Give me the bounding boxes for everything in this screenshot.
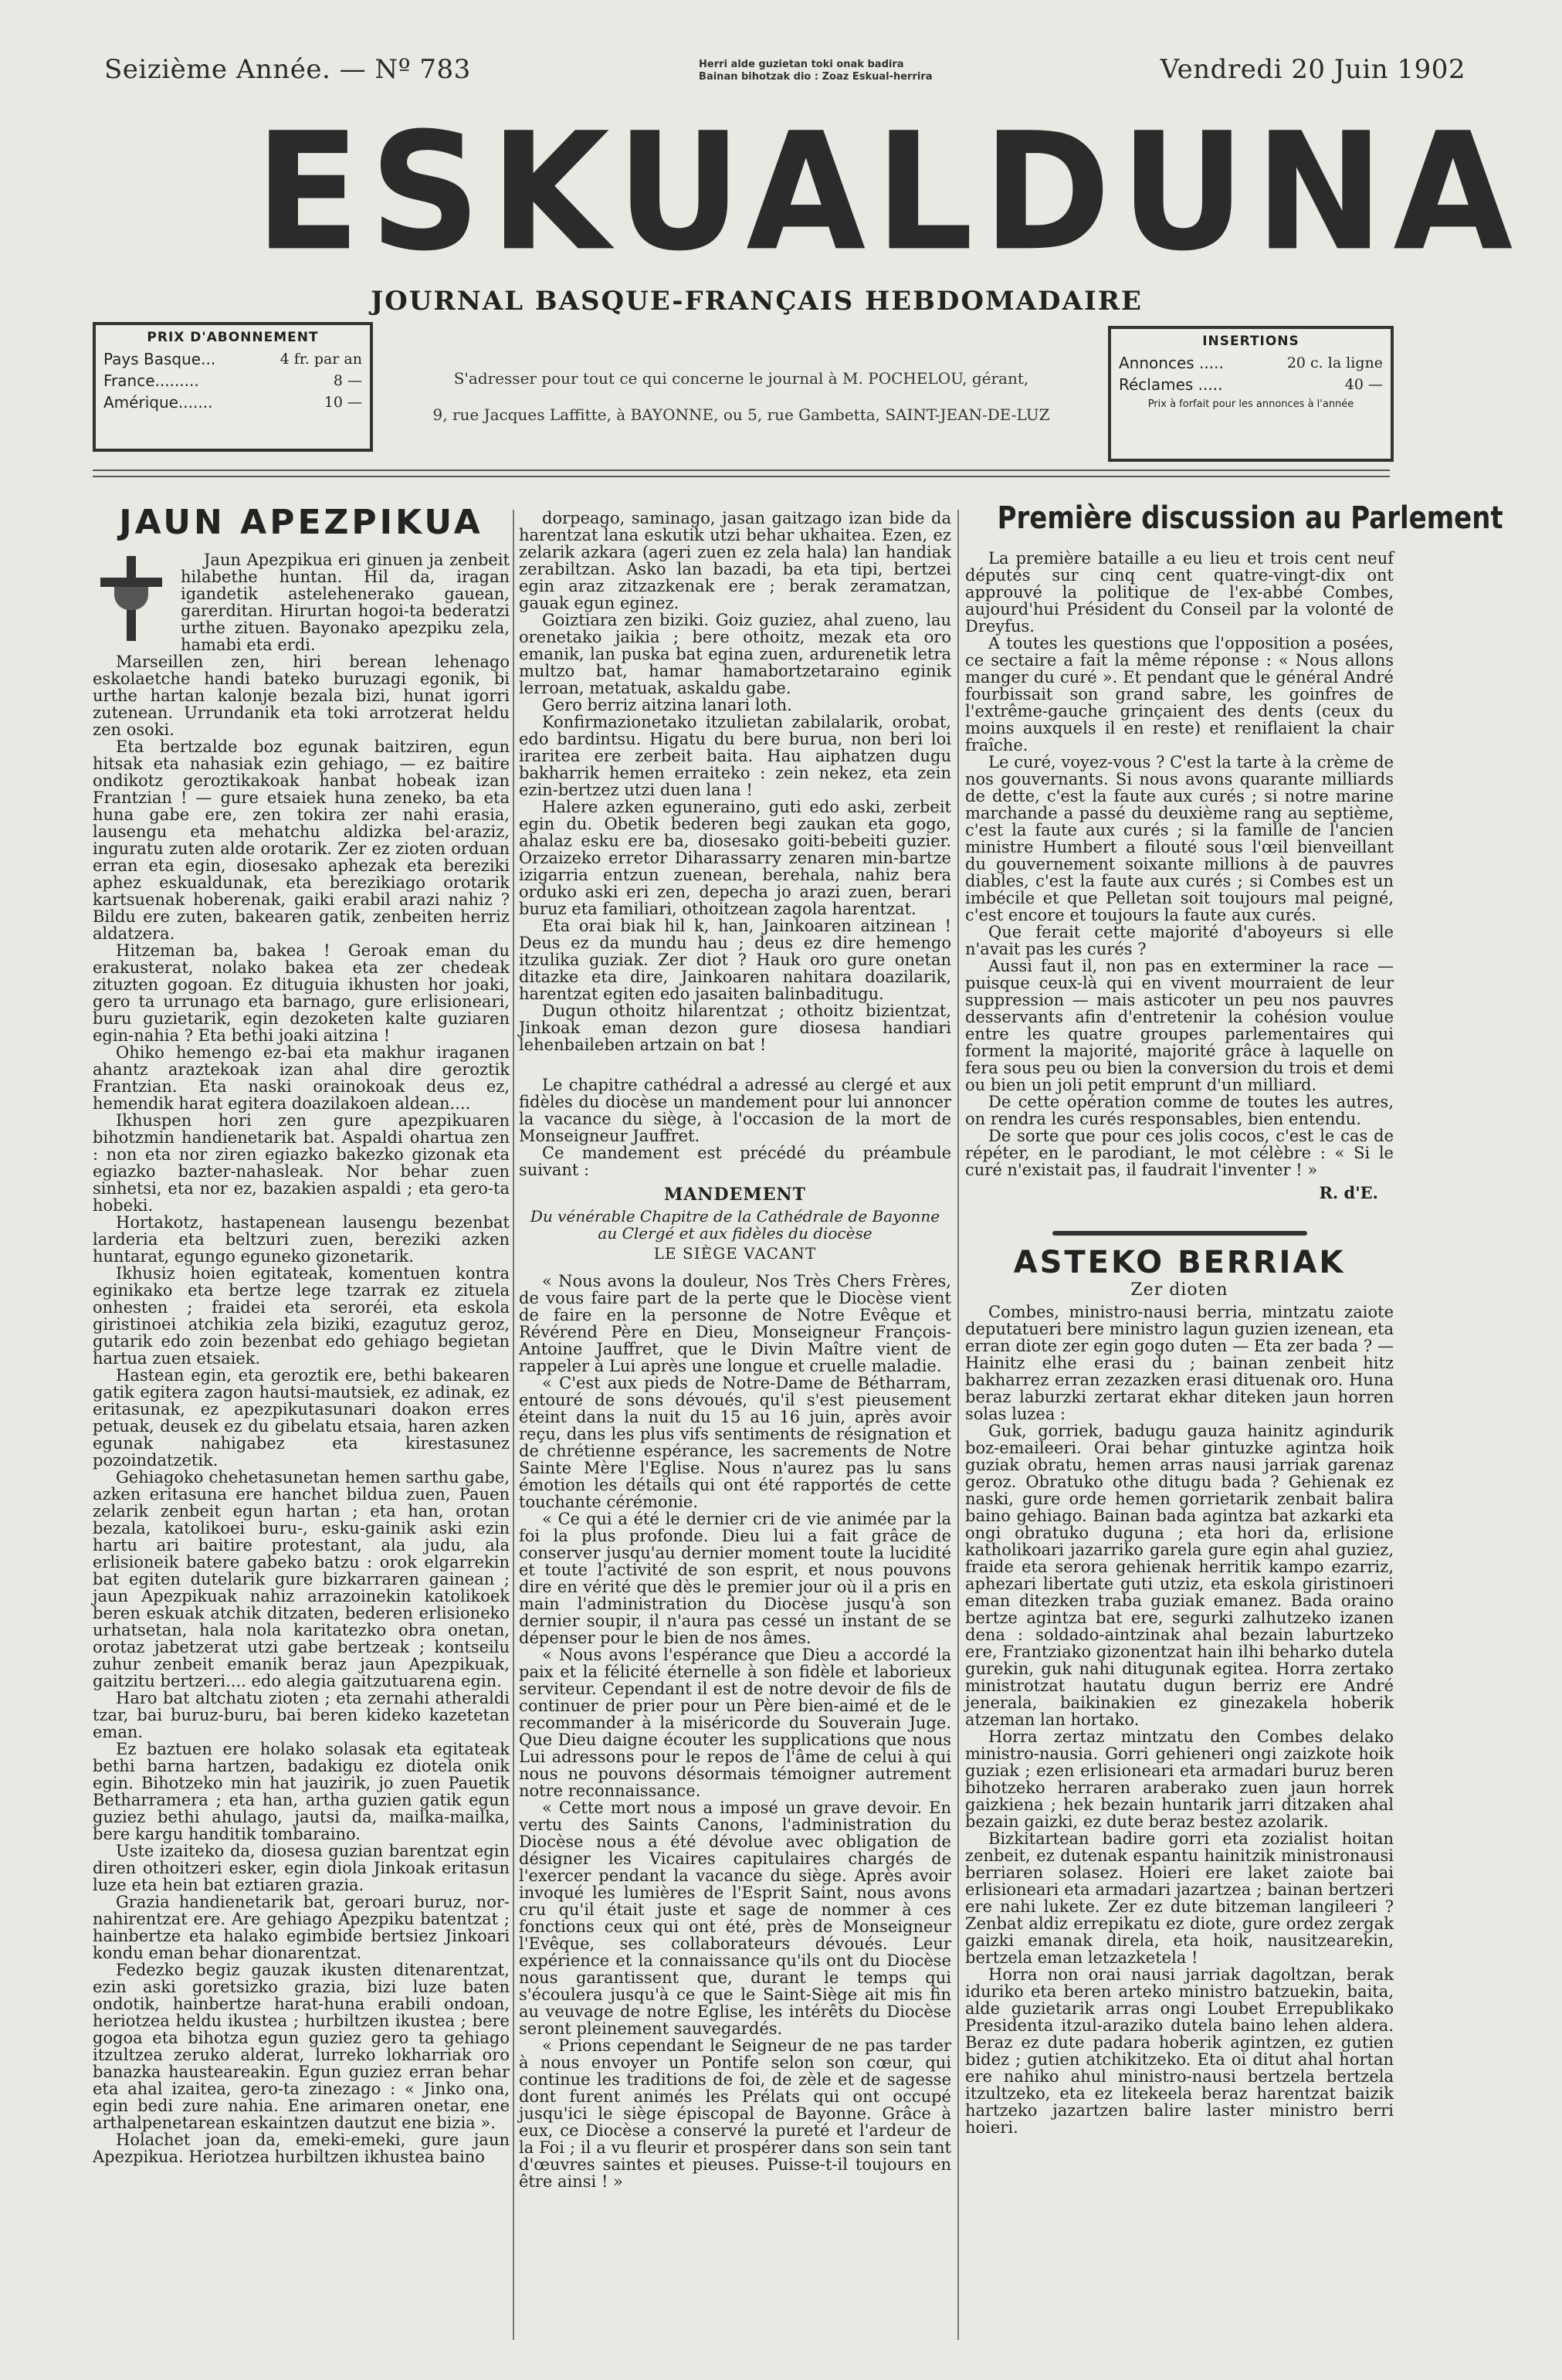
signature: R. d'E. [1319,1183,1378,1202]
ornament-divider [965,1222,1394,1239]
paragraph: Marseillen zen, hiri berean lehenago eskolaetche handi bateko buruzagi egonik, bi urthe hartan kalonje bezala bizi, hunat igorri zutenean. Urrundanik eta toki arrotzerat heldu zen osoki. [93,653,510,739]
paragraph: Dugun othoitz hilarentzat ; othoitz bizientzat, Jinkoak eman dezon gure diosesa handiari lehenbaileben artzain on bat ! [519,1002,951,1054]
header-divider [93,476,1390,477]
paragraph: « Prions cependant le Seigneur de ne pas tarder à nous envoyer un Pontife selon son cœur, qui continue les traditions de foi, de zèle et de sagesse dont furent animés les Prélats qui ont occupé jusqu'ici le siège épiscopal de Bayonne. Grâce à eux, ce Diocèse a conservé la pureté et l'ardeur de la Foi ; il a vu fleurir et prospérer dans son sein tant d'œuvres saintes et pieuses. Puisse-t-il toujours en être ainsi ! » [519,2036,951,2191]
paragraph: Aussi faut il, non pas en exterminer la race — puisque ceux-là qui en vivent mourraient de leur suppression — mais asticoter un peu nos pauvres desservants afin d'entretenir la cohésion voulue entre les quatre groupes parlementaires qui forment la majorité, majorité grâce à laquelle on fera sous peu ou bien la conversion du trois et demi ou bien un joli petit emprunt d'un milliard. [965,957,1394,1094]
motto-line-2: Bainan bihotzak dio : Zoaz Eskual-herrira [699,71,933,83]
motto [699,59,932,83]
mandement-title: MANDEMENT [664,1185,806,1205]
column-divider [513,510,514,2340]
paragraph: Le curé, voyez-vous ? C'est la tarte à la crème de nos gouvernants. Si nous avons quarante milliards de dette, c'est la faute aux curés ; si notre marine marchande a passé du deuxième rang au septième, c'est la faute aux curés ; si la famille de l'ancien ministre Humbert a filouté sous l'œil bienveillant du gouvernement soixante millions à de pauvres diables, c'est la faute aux curés ; si Combes est un imbécile et que Pelletan soit toujours mal peigné, c'est encore et toujours la faute aux curés. [965,753,1394,924]
paragraph: Haro bat altchatu zioten ; eta zernahi atheraldi tzar, bai buruz-buru, bai beren kideko kazetetan eman. [93,1689,510,1741]
masthead-title: ESKUALDUNA [255,98,1523,287]
paragraph: A toutes les questions que l'opposition a posées, ce sectaire a fait la même réponse : « Nous allons manger du curé ». Et pendant que le général André fourbissait son grand sabre, les goinfres de l'extrême-gauche grinçaient des dents (ceux du moins auxquels il en reste) et reniflaient la chair fraîche. [965,634,1394,754]
column-3 [965,500,1503,2355]
paragraph: Hastean egin, eta geroztik ere, bethi bakearen gatik egitera zagon hautsi-mautsiek, ez adinak, ez eritasunak, ez apezpikutasunari doakon erres petuak, deusek ez du gibelatu etsaia, haren azken egunak nahigabez eta kirestasunez pozoindatzetik. [93,1366,510,1470]
paragraph: Konfirmazionetako itzulietan zabilalarik, orobat, edo bardintsu. Higatu du bere burua, non beri loi iraritea ere zerbeit baita. Hau aiphatzen dugu bakharrik hemen erraiteko : zein nekez, eta zein ezin-bertzez utzi duen lana ! [519,713,951,799]
paragraph: Hitzeman ba, bakea ! Geroak eman du erakusterat, nolako bakea eta zer chedeak zituzten gogoan. Ez dituguia ikhusten hor joaki, gero ta urrunago eta barnago, gure erlisioneari, buru guzietarik, egin dezoketen kalte guziaren egin-nahia ? Eta bethi joaki aitzina ! [93,941,510,1045]
paragraph: Grazia handienetarik bat, geroari buruz, nor-nahirentzat ere. Are gehiago Apezpiku batentzat ; hainbertze eta halako egimbide bertsiez Jinkoari kondu eman behar dionarentzat. [93,1893,510,1962]
address-line-1: S'adresser pour tout ce qui concerne le journal à M. POCHELOU, gérant, [453,369,1029,388]
insertions-title: INSERTIONS [1202,334,1299,349]
column-2 [519,510,951,2355]
paragraph: Horra non orai nausi jarriak dagoltzan, berak iduriko eta beren arteko ministro batzuekin, baita, alde guzietarik arras ongi Loubet Errepublikako Presidenta itzul-araziko dutela baino lehen aldera. Beraz ez dute padara hoberik agintzen, ez gutien bidez ; gutien atchikitzeko. Eta oi ditut ahal hortan ere nahiko ahul ministro-nausi bertzela bertzela itzultzeko, eta ez litekeela beraz harentzat baizik hartzeko jazartzen balire laster ministro berri hoieri. [965,1965,1394,2137]
paragraph: Jaun Apezpikua eri ginuen ja zenbeit hilabethe huntan. Hil da, iragan igandetik astelehenerako gauean, garerditan. Hirurtan hogoi-ta bederatzi urthe zituen. Bayonako apezpiku zela, hamabi eta erdi. [181,551,510,654]
paragraph: « Nous avons la douleur, Nos Très Chers Frères, de vous faire part de la perte que le Diocèse vient de faire en la personne de Notre Evêque et Révérend Père en Dieu, Monseigneur François-Antoine Jauffret, que le Divin Maître vient de rappeler à Lui après une longue et cruelle maladie. [519,1272,951,1375]
paragraph: Ez baztuen ere holako solasak eta egitateak bethi barna hartzen, badakigu ez diotela onik egin. Bihotzeko min hat jauzirik, jo zuen Pauetik Betharramera ; eta han, artha guzien gatik egun guziez bethi ahulago, jautsi da, mailka-mailka, bere kargu handitik tombaraino. [93,1740,510,1843]
paragraph: Combes, ministro-nausi berria, mintzatu zaiote deputatueri bere ministro lagun guzien izenean, eta erran diote zer egin gogo duten — Eta zer bada ? — Hainitz elhe erasi du ; bainan zenbeit hitz bakharrez erran zezazken erasi dituenak oro. Huna beraz laburzki zertarat ekhar diteken jaun horren solas luzea : [965,1303,1394,1423]
insertions-label: Annonces ..... [1119,354,1224,372]
subscription-rows [96,345,370,416]
paragraph: De sorte que pour ces jolis cocos, c'est le cas de répéter, en le parodiant, le mot célèbre : « Si le curé n'existait pas, il faudrait l'inventer ! » [965,1127,1394,1179]
paragraph: « Ce qui a été le dernier cri de vie animée par la foi la plus profonde. Dieu lui a fait grâce de conserver jusqu'au dernier moment toute la lucidité et toute l'activité de son esprit, et nous pouvons dire en vérité que dès le premier jour où il a pris en main l'administration du Diocèse jusqu'à son dernier soupir, il n'aura pas cessé un instant de se dépenser pour le bien de nos âmes. [519,1510,951,1647]
subscription-place: France......... [103,371,199,390]
top-line [104,54,1465,85]
issue-number: Seizième Année. — Nº 783 [104,54,471,85]
paragraph: Horra zertaz mintzatu den Combes delako ministro-nausia. Gorri gehieneri ongi zaizkote hoik guziak ; ezen erlisioneari eta armadari buruz beren bihotzeko herraren araberako zuen jaun horrek gaizkiena ; hek bezain huntarik jarri ditzaken ahal bezain gaizki, ez dute beraz bestez azolarik. [965,1727,1394,1831]
siege-vacant-heading: LE SIÈGE VACANT [653,1244,817,1263]
insertions-note: Prix à forfait pour les annonces à l'année [1147,398,1354,410]
header-divider [93,470,1390,471]
subscription-price: 8 — [333,372,362,389]
paragraph: Bizkitartean badire gorri eta zozialist hoitan zenbeit, ez dutenak espantu hainitzik ministronausi berriaren solasez. Hoieri ere laket zaiote bai erlisioneari eta armadari jazartzea ; bainan bertzeri ere nahi lukete. Zer ez dute bitzeman langileeri ? Zenbat aldiz errepikatu ez diote, gure ordez zergak gaizki emanak direla, eta hoik, nausitzearekin, bertzela eman letzazketela ! [965,1829,1394,1967]
insertions-price: 20 c. la ligne [1286,354,1383,371]
paragraph: Uste izaiteko da, diosesa guzian barentzat egin diren othoitzeri esker, egin diola Jinkoak eritasun luze eta hein bat eztiaren grazia. [93,1842,510,1894]
paragraph: Hortakotz, hastapenean lausengu bezenbat larderia eta beltzuri zuen, bereziki azken huntarat, egungo eguneko gizonetarik. [93,1213,510,1266]
paragraph: Ikhuspen hori zen gure apezpikuaren bihotzmin handienetarik bat. Aspaldi ohartua zen : non eta nor ziren egiazko bakezko gizonak eta egiazko bazter-nahasleak. Nor behar zuen sinhetsi, eta nor ez, bazakien aspaldi ; eta gero-ta hobeki. [93,1111,510,1215]
address-line-2: 9, rue Jacques Laffitte, à BAYONNE, ou 5, rue Gambetta, SAINT-JEAN-DE-LUZ [432,405,1050,424]
cross-icon [93,556,170,641]
insertions-row [1119,352,1383,374]
section-subtitle-zer-dioten: Zer dioten [1130,1280,1228,1300]
insertions-box [1108,326,1394,462]
insertions-label: Réclames ..... [1119,375,1223,394]
subscription-row [103,370,362,392]
paragraph: « Nous avons l'espérance que Dieu a accordé la paix et la félicité éternelle à son fidèle et laborieux serviteur. Cependant il est de notre devoir de fils de continuer de prier pour un Père bien-aimé et de le recommander à la miséricorde du Souverain Juge. Que Dieu daigne écouter les supplications que nous Lui adressons pour le repos de l'âme de celui à qui nous ne pouvons désormais témoigner autrement notre reconnaissance. [519,1646,951,1800]
article-title-premiere-discussion: Première discussion au Parlement [997,500,1503,536]
column-1 [93,503,510,2355]
paragraph: Le chapitre cathédral a adressé au clergé et aux fidèles du diocèse un mandement pour lui annoncer la vacance du siège, à l'occasion de la mort de Monseigneur Jauffret. [519,1076,951,1145]
paragraph: Gero berriz aitzina lanari loth. [542,696,792,714]
insertions-price: 40 — [1344,376,1383,393]
subscription-box [93,322,373,452]
paragraph: Guk, gorriek, badugu gauza hainitz agindurik boz-emaileeri. Orai behar gintuzke agintza hoik guziak obratu, hemen arras nausi jarriak garenaz geroz. Obratuko othe ditugu bada ? Gehienak ez naski, gure orde hemen gorrietarik zenbait balira baino gehiago. Bainan bada agintza bat azkarki eta ongi obratuko duguna ; eta hori da, erlisione katholikoari jazarriko garela gure egin ahal guziez, fraide eta serora gehienak herritik kampo ezarriz, aphezari libertate guti utziz, eta eskola giristinoeri eman ditezken traba guziak emanez. Bada oraino bertze agintza bat ere, segurki zalhutzeko izanen dena : soldado-aintzinak ahal bezain laburtzeko ere, Frantziako gizonentzat hain ilhi beharko dutela gurekin, guk nahi ditugunak egitea. Horra zertako ministrotzat hautatu dugun berriz ere André jenerala, baikinakien ez ginezakela hoberik atzeman lan hortako. [965,1422,1394,1729]
paragraph: Holachet joan da, emeki-emeki, gure jaun Apezpikua. Heriotzea hurbiltzen ikhustea baino [93,2131,510,2166]
paragraph: « Cette mort nous a imposé un grave devoir. En vertu des Saints Canons, l'administration du Diocèse nous a été dévolue avec obligation de désigner les Vicaires capitulaires chargés de l'exercer pendant la vacance du siège. Après avoir invoqué les lumières de l'Esprit Saint, nous avons cru qu'il était juste et sage de nommer à ces fonctions ceux qui ont été, près de Monseigneur l'Evêque, ses collaborateurs dévoués. Leur expérience et la connaissance qu'ils ont du Diocèse nous garantissent que, durant le temps qui s'écoulera jusqu'à ce que le Saint-Siège ait mis fin au veuvage de notre Eglise, les intérêts du Diocèse seront pleinement sauvegardés. [519,1799,951,2038]
paragraph: Fedezko begiz gauzak ikusten ditenarentzat, ezin aski goretsizko grazia, bizi luze baten ondotik, hainbertze harat-huna erabili ondoan, heriotzea heldu ikustea ; hurbiltzen ikustea ; bere gogoa eta bihotza egun guziez gero ta gehiago itzultzea zeruko alderat, lurreko lokharriak oro banazka hausteareakin. Egun guziez erran behar eta ahal izaitea, gero-ta zinezago : « Jinko ona, egin bedi zure nahia. Ene arimaren onetar, ene arthalpenetarean eskaintzen dautzut ene bizia ». [93,1961,510,2132]
paragraph: dorpeago, saminago, jasan gaitzago izan bide da harentzat lana eskutik utzi behar ukhaitea. Ezen, ez zelarik azkara (ageri zuen ez zela hala) lan handiak zerabiltzan. Asko lan bazadi, ba eta tipi, bertzei egin araz zitzazkenak ere ; berak zeramatzan, gauak egun eginez. [519,509,951,612]
subscription-place: Pays Basque... [103,350,216,368]
paragraph: Eta orai biak hil k, han, Jainkoaren aitzinean ! Deus ez da mundu hau ; deus ez dire hemengo itzulika guziak. Zer diot ? Hauk oro gure onetan ditazke eta dire, Jainkoaren nahitara doazilarik, harentzat egiten edo jasaiten balinbaditugu. [519,917,951,1003]
article-title-jaun-apezpikua: JAUN APEZPIKUA [119,503,483,542]
paragraph: Ohiko hemengo ez-bai eta makhur iraganen ahantz araztekoak izan ahal dire geroztik Frantzian. Eta naski orainokoak deus ez, hemendik harat egitera doazilakoen aldean.... [93,1043,510,1113]
paragraph: Ce mandement est précédé du préambule suivant : [519,1144,951,1179]
subscription-price: 10 — [324,394,362,411]
article-title-asteko-berriak: ASTEKO BERRIAK [1013,1245,1346,1280]
insertions-rows [1111,349,1391,398]
paragraph: Eta bertzalde boz egunak baitziren, egun hitsak eta nahasiak ezin gehiago, — ez baitire ondikotz geroztikakoak hanbat hobeak izan Frantzian ! — gure etsaiek huna zeneko, ba eta huna gabe ere, zen tokira zer nahi erasia, lausengu eta mehatchu aldizka bel·araziz, inguratu zuten alde orotarik. Zer ez zioten orduan erran eta egin, diosesako aphezak eta bereziki aphez eskualdunak, eta berezikiago orotarik kartsuenak hoberenak, gaiki erabil arazi nahiz ? Bildu ere zuten, bakearen gatik, zenbeiten herriz aldatzera. [93,737,510,943]
paragraph: Gehiagoko chehetasunetan hemen sarthu gabe, azken eritasuna ere hanchet bildua zuen, Pauen zelarik zenbeit egun hartan ; eta han, orotan bezala, katolikoei buru-, esku-gainik aski ezin hartu ari baitire protestant, ala judu, ala erlisioneik batere gabeko batzu : orok elgarrekin bat egiten dutelarik gure bizkarraren gainean ; jaun Apezpikuak nahiz arrazoinekin katolikoek beren eskuak atchik ditzaten, bederen erlisioneko urhatsetan, hala nola karitatezko obra onetan, orotaz jabetzerat utzi gabe bertzeak ; kontseilu zuhur zenbeit emanik beraz jaun Apezpikuak, gaitzitu bertzeri.... edo alegia gaitzutuarena egin. [93,1468,510,1690]
mandement-subtitle: Du vénérable Chapitre de la Cathédrale de Bayonne au Clergé et aux fidèles du diocèse [530,1207,940,1243]
motto-line-1: Herri alde guzietan toki onak badira [699,59,904,70]
subscription-place: Amérique....... [103,393,213,412]
subscription-title: PRIX D'ABONNEMENT [147,330,319,345]
paragraph: Ikhusiz hoien egitateak, komentuen kontra eginikako eta bertze lege tzarrak ez zituela onhesten ; fraidei eta seroréi, eta eskola giristinoei atchikia zela biziki, ezagutuz geroz, gutarik edo zoin bezenbat edo gehiago begietan hartua zuen etsaiek. [93,1264,510,1368]
paragraph: De cette opération comme de toutes les autres, on rendra les curés responsables, bien entendu. [965,1093,1394,1128]
paragraph: La première bataille a eu lieu et trois cent neuf députés sur cinq cent quatre-vingt-dix ont approuvé la politique de l'ex-abbé Combes, aujourd'hui Président du Conseil par la volonté de Dreyfus. [965,549,1394,636]
column-divider [957,510,959,2340]
subscription-row [103,348,362,370]
paragraph: « C'est aux pieds de Notre-Dame de Bétharram, entouré de sons dévoués, qu'il s'est pieusement éteint dans la nuit du 15 au 16 juin, après avoir reçu, dans les plus vifs sentiments de résignation et de chrétienne espérance, les sacrements de Notre Sainte Mère l'Eglise. Nous n'aurez pas lu sans émotion les détails qui ont été rapportés de cette touchante cérémonie. [519,1374,951,1511]
issue-date: Vendredi 20 Juin 1902 [1160,54,1465,85]
paragraph: Que ferait cette majorité d'aboyeurs si elle n'avait pas les curés ? [965,923,1394,958]
subscription-price: 4 fr. par an [280,351,362,368]
insertions-row [1119,374,1383,395]
subscription-row [103,392,362,413]
paragraph: Goiztiara zen biziki. Goiz guziez, ahal zueno, lau orenetako jaikia ; bere othoitz, mezak eta oro emanik, lan puska bat egina zuen, ardurenetik letra multzo bat, hamar hamabortzetaraino eginik lerroan, metatuak, askaldu gabe. [519,611,951,697]
masthead-subtitle: JOURNAL BASQUE-FRANÇAIS HEBDOMADAIRE [371,286,1143,317]
paragraph: Halere azken eguneraino, guti edo aski, zerbeit egin du. Obetik bederen begi zaukan eta gogo, ahalaz esku ere ba, diosesako goiti-bebeiti guzier. Orzaizeko erretor Diharassarry zenaren min-bartze izigarria entzun zuenean, berehala, nahiz bera orduko aski eri zen, depecha jo arazi zuen, berari buruz eta familiari, othoitzean zagola harentzat. [519,798,951,918]
